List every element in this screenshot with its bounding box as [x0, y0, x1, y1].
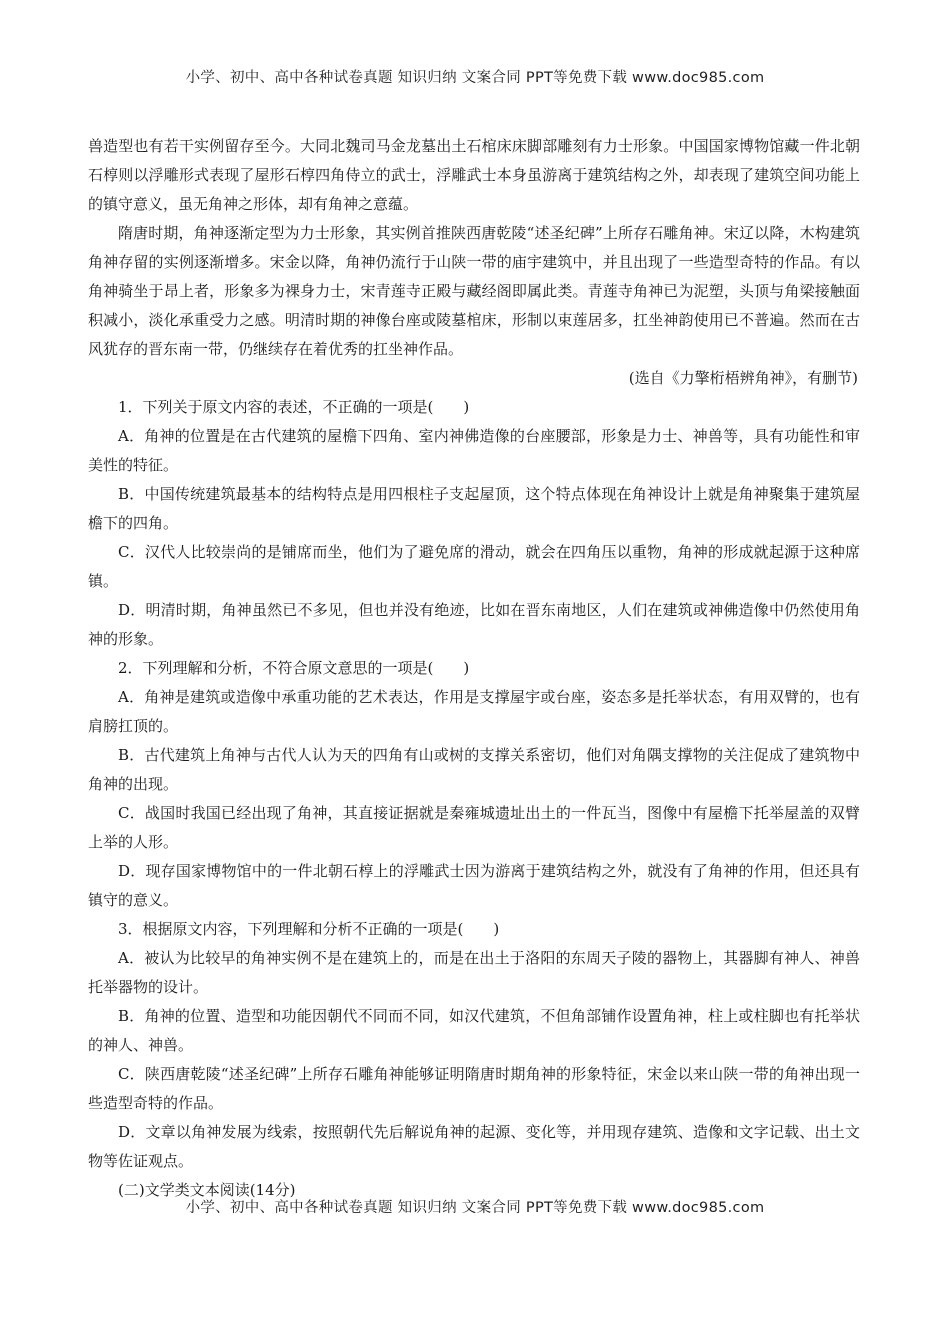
question-option: D．明清时期，角神虽然已不多见，但也并没有绝迹，比如在晋东南地区，人们在建筑或神佛造像中仍然使用角神的形象。 — [88, 601, 860, 648]
question-option: C．陕西唐乾陵“述圣纪碑”上所存石雕角神能够证明隋唐时期角神的形象特征，宋金以来山陕一带的角神出现一些造型奇特的作品。 — [88, 1065, 860, 1112]
question-option: A．被认为比较早的角神实例不是在建筑上的，而是在出土于洛阳的东周天子陵的器物上，其器脚有神人、神兽托举器物的设计。 — [88, 949, 860, 996]
section-heading: (二)文学类文本阅读(14分) — [118, 1181, 296, 1199]
bottom-banner: 小学、初中、高中各种试卷真题 知识归纳 文案合同 PPT等免费下载 www.doc985.com — [185, 1200, 765, 1216]
question-option: B．角神的位置、造型和功能因朝代不同而不同，如汉代建筑，不但角部铺作设置角神，柱上或柱脚也有托举状的神人、神兽。 — [88, 1007, 860, 1054]
question-option: A．角神是建筑或造像中承重功能的艺术表达，作用是支撑屋宇或台座，姿态多是托举状态，有用双臂的，也有肩膀扛顶的。 — [88, 688, 860, 735]
question-option: D．文章以角神发展为线索，按照朝代先后解说角神的起源、变化等，并用现存建筑、造像和文字记载、出土文物等佐证观点。 — [88, 1123, 860, 1170]
question-option: D．现存国家博物馆中的一件北朝石椁上的浮雕武士因为游离于建筑结构之外，就没有了角神的作用，但还具有镇守的意义。 — [88, 862, 860, 909]
top-banner: 小学、初中、高中各种试卷真题 知识归纳 文案合同 PPT等免费下载 www.doc985.com — [185, 70, 765, 86]
question-stem: 2．下列理解和分析，不符合原文意思的一项是( ) — [118, 659, 470, 677]
question-option: A．角神的位置是在古代建筑的屋檐下四角、室内神佛造像的台座腰部，形象是力士、神兽等，具有功能性和审美性的特征。 — [88, 427, 860, 474]
question-stem: 1．下列关于原文内容的表述，不正确的一项是( ) — [118, 398, 470, 416]
question-option: B．中国传统建筑最基本的结构特点是用四根柱子支起屋顶，这个特点体现在角神设计上就是角神聚集于建筑屋檐下的四角。 — [88, 485, 860, 532]
passage-paragraph: 隋唐时期，角神逐渐定型为力士形象，其实例首推陕西唐乾陵“述圣纪碑”上所存石雕角神。宋辽以降，木构建筑角神存留的实例逐渐增多。宋金以降，角神仍流行于山陕一带的庙宇建筑中，并且出现了一些造型奇特的作品。有以角神骑坐于昂上者，形象多为裸身力士，宋青莲寺正殿与藏经阁即属此类。青莲寺角神已为泥塑，头顶与角梁接触面积减小，淡化承重受力之感。明清时期的神像台座或陵墓棺床，形制以束莲居多，扛坐神韵使用已不普遍。然而在古风犹存的晋东南一带，仍继续存在着优秀的扛坐神作品。 — [88, 224, 860, 358]
passage-source: (选自《力擎桁梧辨角神》，有删节) — [628, 369, 858, 387]
question-option: B．古代建筑上角神与古代人认为天的四角有山或树的支撑关系密切，他们对角隅支撑物的关注促成了建筑物中角神的出现。 — [88, 746, 860, 793]
document-body — [88, 132, 860, 1205]
passage-paragraph: 兽造型也有若干实例留存至今。大同北魏司马金龙墓出土石棺床床脚部雕刻有力士形象。中国国家博物馆藏一件北朝石椁则以浮雕形式表现了屋形石椁四角侍立的武士，浮雕武士本身虽游离于建筑结构之外，却表现了建筑空间功能上的镇守意义，虽无角神之形体，却有角神之意蕴。 — [88, 137, 860, 213]
question-option: C．战国时我国已经出现了角神，其直接证据就是秦雍城遗址出土的一件瓦当，图像中有屋檐下托举屋盖的双臂上举的人形。 — [88, 804, 860, 851]
question-stem: 3．根据原文内容，下列理解和分析不正确的一项是( ) — [118, 920, 500, 938]
question-option: C．汉代人比较崇尚的是铺席而坐，他们为了避免席的滑动，就会在四角压以重物，角神的形成就起源于这种席镇。 — [88, 543, 860, 590]
